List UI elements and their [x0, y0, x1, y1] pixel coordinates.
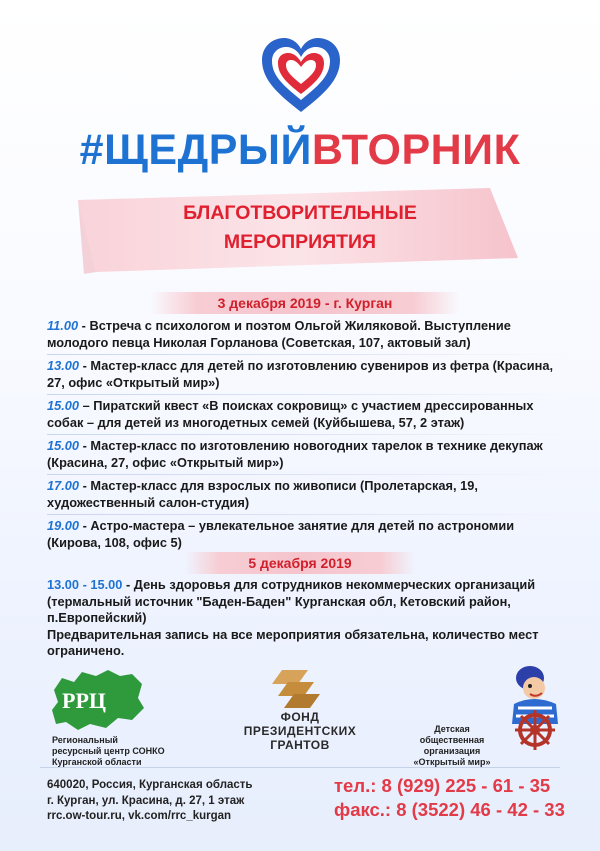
event-text: - Мастер-класс для взрослых по живописи (Пролетарская, 19, художественный салон-студия)	[47, 478, 478, 510]
banner-title	[0, 199, 600, 257]
banner-line1: БЛАГОТВОРИТЕЛЬНЫЕ	[183, 202, 417, 224]
divider	[47, 394, 567, 395]
fund-logo-icon	[268, 668, 324, 710]
event-time: 17.00	[47, 478, 80, 493]
address-line: 640020, Россия, Курганская область	[47, 779, 253, 791]
event-time: 19.00	[47, 518, 80, 533]
org-caption-line: «Открытый мир»	[413, 757, 491, 767]
hashtag-part2: ВТОРНИК	[311, 126, 521, 174]
fund-caption-line: ПРЕЗИДЕНТСКИХ	[243, 724, 357, 738]
event-time: 13.00	[47, 358, 80, 373]
event-time: 13.00 - 15.00	[47, 577, 123, 592]
event-item	[47, 318, 567, 351]
fund-caption-line: ФОНД	[280, 710, 320, 724]
banner-line2: МЕРОПРИЯТИЯ	[223, 231, 377, 253]
event-text: - День здоровья для сотрудников некоммерческих организаций (термальный источник "Баден-Баден" Курганская обл, Кетовский район, п.Европейский)	[47, 577, 536, 625]
footer-contacts	[334, 774, 565, 822]
rrc-caption-line: Курганской области	[52, 757, 142, 767]
fund-caption-line: ГРАНТОВ	[270, 738, 330, 752]
rrc-caption	[52, 735, 165, 768]
event-item	[47, 518, 567, 551]
event-item	[47, 478, 567, 511]
registration-note: Предварительная запись на все мероприятия обязательна, количество мест ограничено.	[47, 626, 539, 658]
org-caption-line: организация	[423, 746, 481, 756]
heart-logo	[258, 36, 344, 116]
footer-address	[47, 778, 253, 825]
event-item	[47, 398, 567, 431]
fund-caption	[230, 710, 370, 752]
event-time: 15.00	[47, 438, 80, 453]
divider	[47, 354, 567, 355]
events-list-day1	[47, 318, 567, 551]
phone-number[interactable]: тел.: 8 (929) 225 - 61 - 35	[334, 775, 551, 796]
event-item	[47, 577, 567, 627]
events-list-day2	[47, 577, 567, 660]
event-text: – Пиратский квест «В поисках сокровищ» с участием дрессированных собак – для детей из многодетных семей (Куйбышева, 57, 2 этаж)	[47, 398, 534, 430]
event-item	[47, 438, 567, 471]
event-item	[47, 358, 567, 391]
pirate-wheel-icon	[500, 664, 570, 750]
footer-divider	[40, 767, 560, 768]
divider	[47, 514, 567, 515]
date-band-day1: 3 декабря 2019 - г. Курган	[150, 292, 460, 314]
org-caption-line: общественная	[419, 735, 485, 745]
rrc-mark: РРЦ	[62, 688, 106, 713]
event-text: - Мастер-класс по изготовлению новогодних тарелок в технике декупаж (Красина, 27, офис «Открытый мир»)	[47, 438, 543, 470]
rrc-map-logo	[48, 668, 148, 732]
org-caption-line: Детская	[434, 724, 470, 734]
event-text: - Встреча с психологом и поэтом Ольгой Жиляковой. Выступление молодого певца Николая Горланова (Советская, 107, актовый зал)	[47, 318, 511, 350]
rrc-caption-line: ресурсный центр СОНКО	[52, 746, 165, 756]
divider	[47, 434, 567, 435]
divider	[47, 474, 567, 475]
hashtag-part1: #ЩЕДРЫЙ	[79, 126, 312, 174]
fax-number: факс.: 8 (3522) 46 - 42 - 33	[334, 799, 565, 820]
date-band-day2: 5 декабря 2019	[185, 552, 415, 574]
event-time: 15.00	[47, 398, 80, 413]
rrc-caption-line: Региональный	[52, 735, 118, 745]
event-text: - Астро-мастера – увлекательное занятие для детей по астрономии (Кирова, 108, офис 5)	[47, 518, 515, 550]
event-time: 11.00	[47, 318, 79, 333]
hashtag-title	[0, 126, 600, 175]
event-text: - Мастер-класс для детей по изготовлению сувениров из фетра (Красина, 27, офис «Открытый мир»)	[47, 358, 554, 390]
website-links[interactable]: rrc.ow-tour.ru, vk.com/rrc_kurgan	[47, 810, 232, 822]
org-caption	[402, 724, 502, 768]
address-line: г. Курган, ул. Красина, д. 27, 1 этаж	[47, 794, 245, 807]
